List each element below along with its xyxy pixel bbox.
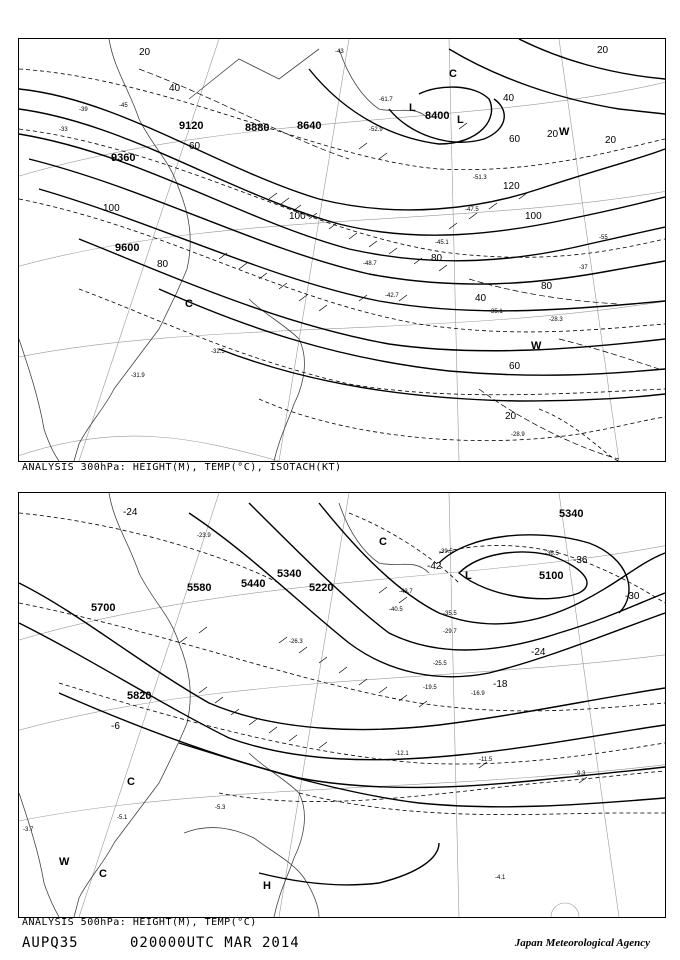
isotach-label: 120 bbox=[503, 181, 520, 192]
isotach-label: 60 bbox=[189, 141, 201, 152]
temp-value: -4.1 bbox=[495, 875, 506, 881]
wind-barbs bbox=[179, 587, 587, 783]
temp-value: -5.1 bbox=[117, 815, 128, 821]
map-300hpa bbox=[19, 39, 665, 461]
map-500hpa bbox=[19, 493, 665, 917]
low-marker: L bbox=[465, 570, 472, 582]
isotherm-label: -24 bbox=[123, 507, 138, 518]
height-label: 9600 bbox=[115, 242, 140, 254]
low-marker: L bbox=[409, 102, 416, 114]
isotherm-label: -36 bbox=[573, 555, 588, 566]
temp-value: -39.5 bbox=[439, 549, 453, 555]
height-labels bbox=[91, 508, 583, 702]
isotach-label: 20 bbox=[505, 411, 517, 422]
temp-value: -31.9 bbox=[131, 373, 145, 379]
isotherm-label: -24 bbox=[531, 647, 546, 658]
temp-value: -35.1 bbox=[489, 309, 503, 315]
temp-value: -11.5 bbox=[479, 757, 493, 763]
isotach-label: 60 bbox=[509, 134, 521, 145]
height-label: 8400 bbox=[425, 110, 450, 122]
temp-value: -12.1 bbox=[395, 751, 409, 757]
temp-value: -26.3 bbox=[289, 639, 303, 645]
map-panel-300hpa bbox=[18, 38, 666, 462]
low-marker: L bbox=[457, 114, 464, 126]
isotach-label: 20 bbox=[547, 129, 559, 140]
isotach-label: 40 bbox=[475, 293, 487, 304]
isotach-label: 20 bbox=[605, 135, 617, 146]
height-label: 5440 bbox=[241, 578, 266, 590]
temp-value: -29.7 bbox=[443, 629, 457, 635]
warm-marker: W bbox=[559, 126, 570, 138]
temp-value: -23.9 bbox=[197, 533, 211, 539]
height-label: 8640 bbox=[297, 120, 322, 132]
analysis-time: 020000UTC MAR 2014 bbox=[130, 935, 300, 951]
cold-marker: C bbox=[449, 68, 457, 80]
wind-barbs bbox=[219, 123, 527, 311]
temp-value: -40.5 bbox=[389, 607, 403, 613]
isotach-label: 100 bbox=[289, 211, 306, 222]
isotach-label: 80 bbox=[431, 253, 443, 264]
temp-value: -37 bbox=[579, 265, 588, 271]
height-label: 5340 bbox=[559, 508, 584, 520]
isotach-label: 40 bbox=[169, 83, 181, 94]
isotach-label: 40 bbox=[503, 93, 515, 104]
temp-value: -39 bbox=[79, 107, 88, 113]
temp-value: -28.9 bbox=[511, 432, 525, 438]
temp-values bbox=[59, 49, 608, 438]
height-contours bbox=[19, 39, 665, 401]
cold-marker: C bbox=[379, 536, 387, 548]
temp-value: -48.7 bbox=[363, 261, 377, 267]
isotach-label: 100 bbox=[525, 211, 542, 222]
caption-500hpa: ANALYSIS 500hPa: HEIGHT(M), TEMP(°C) bbox=[22, 917, 257, 928]
warm-marker: W bbox=[531, 340, 542, 352]
temp-value: -45 bbox=[119, 103, 128, 109]
isotherm-label: -42 bbox=[427, 561, 442, 572]
coastlines bbox=[19, 493, 429, 917]
height-label: 8880 bbox=[245, 122, 270, 134]
temp-value: -19.5 bbox=[423, 685, 437, 691]
temp-value: -28.3 bbox=[549, 317, 563, 323]
temp-value: -43.7 bbox=[399, 589, 413, 595]
isotherm-label: -30 bbox=[625, 591, 640, 602]
height-label: 9120 bbox=[179, 120, 204, 132]
cold-marker: C bbox=[185, 298, 193, 310]
temp-value: -61.7 bbox=[379, 97, 393, 103]
height-label: 5220 bbox=[309, 582, 334, 594]
temp-value: -3.7 bbox=[23, 827, 34, 833]
high-marker: H bbox=[263, 880, 271, 892]
height-label: 5100 bbox=[539, 570, 564, 582]
caption-300hpa: ANALYSIS 300hPa: HEIGHT(M), TEMP(°C), ISOTACH(KT) bbox=[22, 462, 342, 473]
temp-value: -32.5 bbox=[211, 349, 225, 355]
temp-values bbox=[23, 533, 586, 881]
warm-marker: W bbox=[59, 856, 70, 868]
isotach-label: 60 bbox=[509, 361, 521, 372]
temp-value: -25.5 bbox=[433, 661, 447, 667]
temp-value: -51.3 bbox=[473, 175, 487, 181]
temp-value: -36.5 bbox=[545, 551, 559, 557]
temp-value: -35.5 bbox=[443, 611, 457, 617]
isotach-label: 100 bbox=[103, 203, 120, 214]
temp-value: -45.1 bbox=[435, 240, 449, 246]
isotherm-label: -6 bbox=[111, 721, 120, 732]
temp-value: -55 bbox=[599, 235, 608, 241]
temp-value: -5.3 bbox=[215, 805, 226, 811]
temp-value: -47.5 bbox=[465, 207, 479, 213]
temp-value: -33 bbox=[59, 127, 68, 133]
height-label: 9360 bbox=[111, 152, 136, 164]
height-label: 5340 bbox=[277, 568, 302, 580]
cold-marker: C bbox=[127, 776, 135, 788]
map-panel-500hpa bbox=[18, 492, 666, 918]
temp-value: -43 bbox=[335, 49, 344, 55]
isotach-label: 80 bbox=[157, 259, 169, 270]
isotherm-label: -18 bbox=[493, 679, 508, 690]
isotach-label: 20 bbox=[139, 47, 151, 58]
height-label: 5580 bbox=[187, 582, 212, 594]
chart-code: AUPQ35 bbox=[22, 935, 79, 951]
isotach-label: 20 bbox=[597, 45, 609, 56]
temp-value: -42.7 bbox=[385, 293, 399, 299]
temp-value: -16.9 bbox=[471, 691, 485, 697]
isotach-labels bbox=[103, 45, 617, 422]
agency-name: Japan Meteorological Agency bbox=[514, 937, 650, 949]
height-label: 5700 bbox=[91, 602, 116, 614]
temp-value: -9.3 bbox=[575, 771, 586, 777]
height-label: 5820 bbox=[127, 690, 152, 702]
cold-marker: C bbox=[99, 868, 107, 880]
temp-value: -52.9 bbox=[369, 127, 383, 133]
isotach-label: 80 bbox=[541, 281, 553, 292]
